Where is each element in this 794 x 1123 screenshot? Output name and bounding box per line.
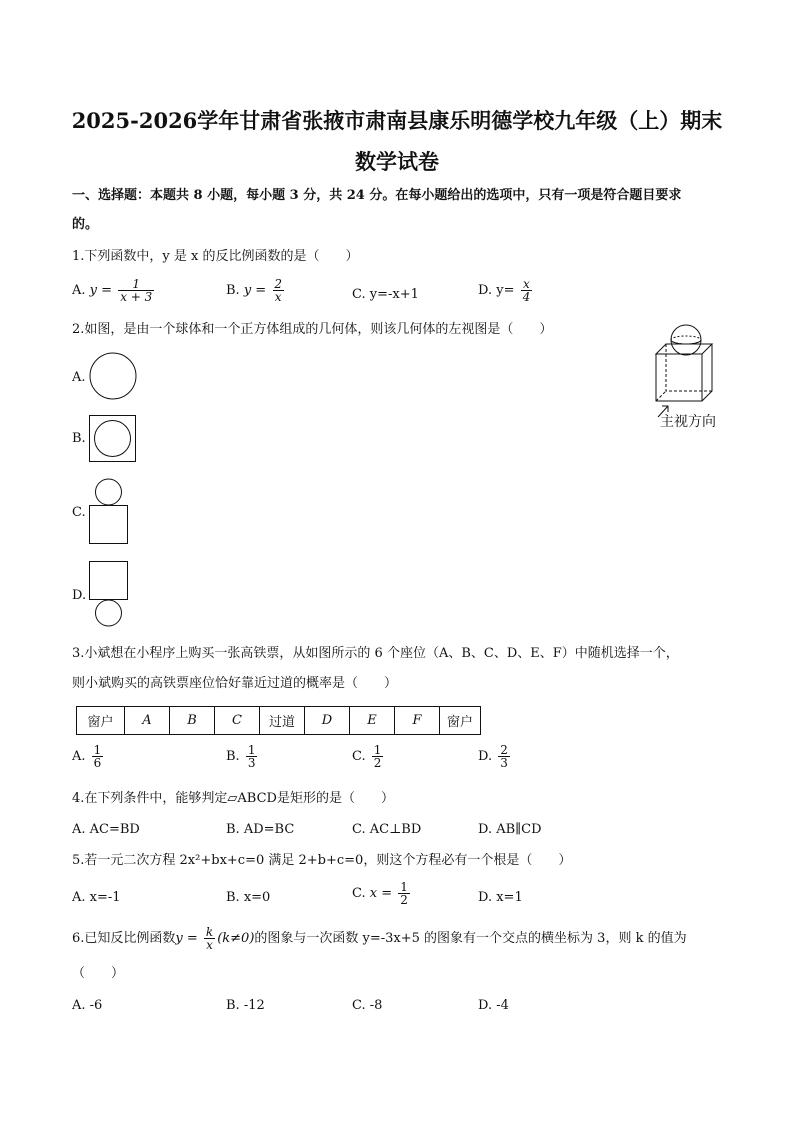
question-6-option-a: A. -6 (72, 998, 103, 1013)
question-3-stem-line1: 3.小斌想在小程序上购买一张高铁票，从如图所示的 6 个座位（A、B、C、D、E、F）中随机选择一个， (72, 646, 679, 661)
question-2-option-b-label: B. (72, 431, 86, 446)
option-b-square-with-circle-view (89, 415, 137, 463)
question-3-option-b: B. $\frac{1}{3}$ (226, 743, 256, 770)
question-5-option-c: C. x = $\frac{1}{2}$ (352, 880, 408, 907)
question-2-option-d-label: D. (72, 588, 87, 603)
question-5-option-d: D. x=1 (478, 890, 523, 905)
question-6-option-d: D. -4 (478, 998, 509, 1013)
section-heading-cont: 的。 (72, 217, 99, 232)
question-3-option-a: A. $\frac{1}{6}$ (72, 743, 102, 770)
question-2-stem: 2.如图，是由一个球体和一个正方体组成的几何体，则该几何体的左视图是（ ） (72, 322, 553, 337)
seat-cell: 窗户 (77, 707, 125, 735)
question-1-option-a: A. y = $\frac{1}{x + 3}$ (72, 277, 153, 304)
seat-cell: D (305, 707, 350, 735)
seat-cell: C (215, 707, 260, 735)
question-2-option-c-label: C. (72, 505, 86, 520)
question-6-stem: 6.已知反比例函数y = $\frac{k}{x}$ (k≠0)的图象与一次函数 y=-3x+5 的图象有一个交点的横坐标为 3，则 k 的值为 (72, 925, 687, 952)
seat-cell: 过道 (260, 707, 305, 735)
question-4-option-d: D. AB∥CD (478, 822, 542, 837)
exam-title-line2: 数学试卷 (355, 149, 439, 174)
option-a-circle-view (89, 352, 137, 400)
seat-cell: 窗户 (440, 707, 481, 735)
exam-title-line1: 2025-2026学年甘肃省张掖市肃南县康乐明德学校九年级（上）期末 (71, 108, 723, 133)
view-direction-caption: 主视方向 (660, 414, 716, 430)
question-4-option-b: B. AD=BC (226, 822, 295, 837)
question-6-option-b: B. -12 (226, 998, 265, 1013)
question-1-option-c: C. y=-x+1 (352, 287, 419, 302)
option-d-square-above-circle-view (89, 561, 131, 628)
seat-cell: E (350, 707, 395, 735)
seat-cell: A (125, 707, 170, 735)
question-5-option-a: A. x=-1 (72, 890, 121, 905)
question-1-option-d: D. y= $\frac{x}{4}$ (478, 277, 531, 304)
question-4-option-a: A. AC=BD (72, 822, 140, 837)
question-3-option-c: C. $\frac{1}{2}$ (352, 743, 382, 770)
option-c-circle-above-square-view (89, 478, 131, 545)
question-1-option-b: B. y = $\frac{2}{x}$ (226, 277, 282, 304)
question-5-stem: 5.若一元二次方程 2x²+bx+c=0 满足 2+b+c=0，则这个方程必有一个根是（ ） (72, 853, 572, 868)
seat-cell: B (170, 707, 215, 735)
question-3-stem-line2: 则小斌购买的高铁票座位恰好靠近过道的概率是（ ） (72, 676, 398, 691)
question-1-stem: 1.下列函数中，y 是 x 的反比例函数的是（ ） (72, 249, 359, 264)
section-heading: 一、选择题：本题共 8 小题，每小题 3 分，共 24 分。在每小题给出的选项中，只有一项是符合题目要求 (72, 188, 682, 203)
seat-cell: F (395, 707, 440, 735)
question-4-option-c: C. AC⊥BD (352, 822, 422, 837)
question-3-option-d: D. $\frac{2}{3}$ (478, 743, 508, 770)
question-6-option-c: C. -8 (352, 998, 383, 1013)
seat-layout-table (76, 706, 481, 735)
question-5-option-b: B. x=0 (226, 890, 271, 905)
question-6-stem-line2: （ ） (72, 966, 125, 981)
question-2-option-a-label: A. (72, 370, 86, 385)
question-4-stem: 4.在下列条件中，能够判定▱ABCD是矩形的是（ ） (72, 791, 394, 806)
